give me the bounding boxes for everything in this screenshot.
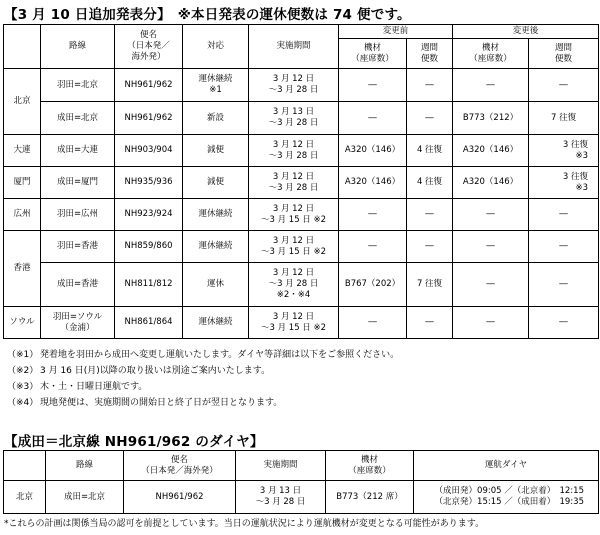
route-cell: 羽田=香港 [41,231,115,263]
table-row [4,481,599,514]
action-cell: 運休 [183,263,249,307]
header-schedule: 運航ダイヤ [414,451,599,481]
footnotes [7,347,399,411]
before-aircraft-cell: ― [339,102,407,135]
before-aircraft-cell: ― [339,69,407,102]
route-cell: 成田=北京 [46,481,124,514]
before-weekly-cell: ― [407,199,453,231]
table-row [4,102,599,135]
table-row [4,135,599,167]
flight-cell: NH903/904 [115,135,183,167]
section-title-march10: 【3 月 10 日追加発表分】 ※本日発表の運休便数は 74 便です。 [4,7,411,23]
action-cell: 新設 [183,102,249,135]
before-aircraft-cell: A320（146） [339,167,407,199]
after-aircraft-cell: A320（146） [453,167,529,199]
before-aircraft-cell: ― [339,231,407,263]
header-route: 路線 [46,451,124,481]
before-weekly-cell: ― [407,102,453,135]
header-aircraft: 機材 （座席数） [326,451,414,481]
footnote-2: （※2） 3 月 16 日(月)以降の取り扱いは別途ご案内いたします。 [7,366,271,376]
route-cell: 成田=大連 [41,135,115,167]
aircraft-cell: B773（212 席） [326,481,414,514]
table-row [4,263,599,307]
region-cell: 厦門 [4,167,41,199]
period-cell: 3 月 12 日 ～3 月 15 日 ※2 [249,199,339,231]
flight-cell: NH859/860 [115,231,183,263]
route-cell: 羽田=北京 [41,69,115,102]
region-cell: 北京 [4,69,41,135]
header-period: 実施期間 [249,25,339,69]
schedule-table [3,450,599,514]
route-cell: 成田=北京 [41,102,115,135]
before-weekly-cell: ― [407,231,453,263]
header-after-weekly: 週間 便数 [529,39,599,69]
route-cell: 成田=厦門 [41,167,115,199]
after-aircraft-cell: A320（146） [453,135,529,167]
action-cell: 運休継続 [183,199,249,231]
footnote-4: （※4） 現地発便は、実施期間の開始日と終了日が翌日となります。 [7,398,283,408]
header-region [4,451,46,481]
after-aircraft-cell: ― [453,263,529,307]
after-weekly-cell: ― [529,69,599,102]
header-route: 路線 [41,25,115,69]
after-weekly-cell: 3 往復 ※3 [529,167,599,199]
action-cell: 運休継続 [183,307,249,339]
after-aircraft-cell: ― [453,307,529,339]
region-cell: 北京 [4,481,46,514]
region-cell: 広州 [4,199,41,231]
table-row [4,307,599,339]
table-row [4,199,599,231]
section-title-schedule: 【成田＝北京線 NH961/962 のダイヤ】 [4,434,264,450]
schedule-cell: （成田発）09:05 ／（北京着） 12:15 （北京発）15:15 ／（成田着） 19:35 [414,481,599,514]
route-cell: 羽田=ソウル （金浦） [41,307,115,339]
before-weekly-cell: ― [407,69,453,102]
after-aircraft-cell: B773（212） [453,102,529,135]
period-cell: 3 月 12 日 ～3 月 28 日 [249,69,339,102]
header-before-weekly: 週間 便数 [407,39,453,69]
flight-cell: NH935/936 [115,167,183,199]
after-weekly-cell: ― [529,231,599,263]
footnote-1: （※1） 発着地を羽田から成田へ変更し運航いたします。ダイヤ等詳細は以下をご参照ください。 [7,350,400,360]
period-cell: 3 月 12 日 ～3 月 28 日 [249,135,339,167]
header-flight: 便名 （日本発／海外発） [124,451,236,481]
footer-disclaimer: *これらの計画は関係当局の認可を前提としています。当日の運航状況により運航機材が変更となる可能性があります。 [4,519,485,529]
flight-cell: NH961/962 [115,102,183,135]
after-aircraft-cell: ― [453,199,529,231]
after-weekly-cell: ― [529,307,599,339]
header-period: 実施期間 [236,451,326,481]
period-cell: 3 月 13 日 ～3 月 28 日 [249,102,339,135]
region-cell: 香港 [4,231,41,307]
after-weekly-cell: 7 往復 [529,102,599,135]
flight-cell: NH811/812 [115,263,183,307]
header-action: 対応 [183,25,249,69]
before-aircraft-cell: ― [339,307,407,339]
before-aircraft-cell: ― [339,199,407,231]
period-cell: 3 月 12 日 ～3 月 28 日 ※2・※4 [249,263,339,307]
suspension-table [3,24,599,339]
action-cell: 運休継続 ※1 [183,69,249,102]
table-row [4,167,599,199]
header-before-aircraft: 機材 （座席数） [339,39,407,69]
flight-cell: NH961/962 [124,481,236,514]
action-cell: 減便 [183,167,249,199]
action-cell: 運休継続 [183,231,249,263]
after-aircraft-cell: ― [453,69,529,102]
region-cell: 大連 [4,135,41,167]
table-row [4,69,599,102]
header-region [4,25,41,69]
flight-cell: NH961/962 [115,69,183,102]
after-weekly-cell: ― [529,263,599,307]
footnote-3: （※3） 木・土・日曜日運航です。 [7,382,148,392]
after-weekly-cell: ― [529,199,599,231]
route-cell: 成田=香港 [41,263,115,307]
header-flight: 便名 （日本発／ 海外発） [115,25,183,69]
before-weekly-cell: ― [407,307,453,339]
flight-cell: NH923/924 [115,199,183,231]
after-weekly-cell: 3 往復 ※3 [529,135,599,167]
header-after-aircraft: 機材 （座席数） [453,39,529,69]
period-cell: 3 月 12 日 ～3 月 15 日 ※2 [249,307,339,339]
before-aircraft-cell: B767（202） [339,263,407,307]
period-cell: 3 月 12 日 ～3 月 15 日 ※2 [249,231,339,263]
after-aircraft-cell: ― [453,231,529,263]
before-weekly-cell: 4 往復 [407,167,453,199]
before-aircraft-cell: A320（146） [339,135,407,167]
route-cell: 羽田=広州 [41,199,115,231]
region-cell: ソウル [4,307,41,339]
period-cell: 3 月 13 日 ～3 月 28 日 [236,481,326,514]
action-cell: 減便 [183,135,249,167]
before-weekly-cell: 4 往復 [407,135,453,167]
table-row [4,231,599,263]
period-cell: 3 月 12 日 ～3 月 28 日 [249,167,339,199]
header-before: 変更前 [339,25,453,39]
flight-cell: NH861/864 [115,307,183,339]
header-after: 変更後 [453,25,599,39]
before-weekly-cell: 7 往復 [407,263,453,307]
